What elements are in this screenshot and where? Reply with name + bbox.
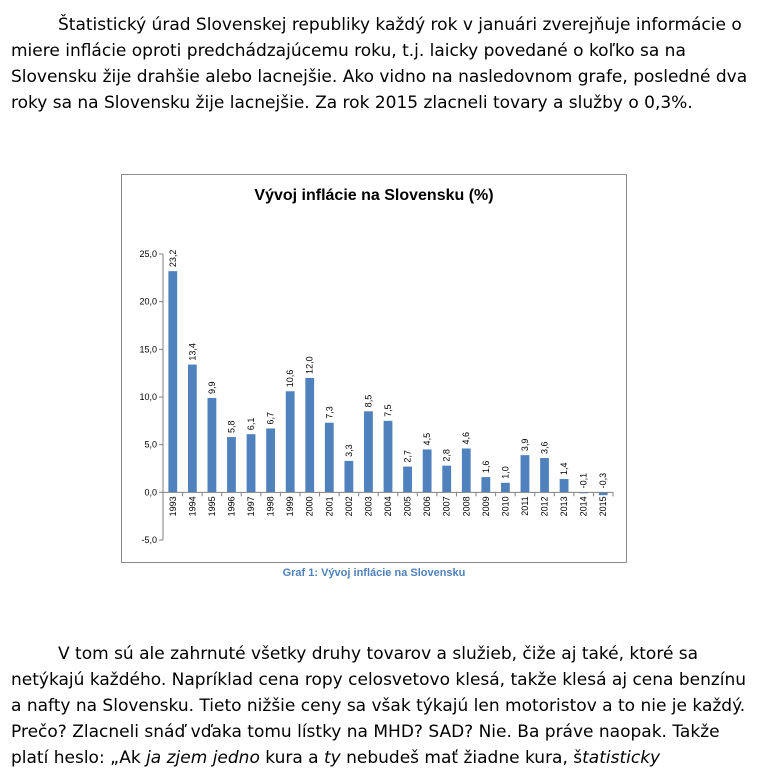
- bar: [560, 479, 569, 492]
- x-tick-label: 2007: [441, 496, 452, 517]
- data-label: 2,7: [402, 450, 413, 463]
- bar: [423, 449, 432, 492]
- data-label: -0,3: [598, 472, 609, 489]
- body-text-a: V tom sú ale zahrnuté všetky druhy tovarov a služieb, čiže aj také, ktoré sa netýkajú každého. Napríklad cena ropy celosvetovo klesá, takže klesá aj cena benzínu a nafty na Slovensku. Tieto nižšie ceny sa však týkajú len motoristov a to nie je každý. Prečo? Zlacneli snáď vďaka tomu lístky na MHD? SAD? Nie. Ba práve naopak. Takže platí heslo: „Ak: [11, 644, 747, 768]
- x-tick-label: 2009: [480, 496, 491, 517]
- chart-title: Vývoj inflácie na Slovensku (%): [254, 187, 494, 204]
- x-tick-label: 2001: [324, 496, 335, 517]
- data-label: 4,5: [422, 432, 433, 446]
- bar: [325, 423, 334, 493]
- bar: [540, 458, 549, 492]
- x-tick-label: 2010: [500, 496, 511, 517]
- x-tick-label: 2004: [383, 496, 393, 517]
- data-label: 4,6: [461, 431, 472, 445]
- data-label: 3,9: [519, 438, 530, 452]
- x-tick-label: 1999: [285, 496, 296, 517]
- y-tick-label: 0,0: [144, 487, 157, 498]
- data-label: 8,5: [363, 394, 374, 408]
- bar: [227, 437, 236, 492]
- body-text-italic-3: tatisticky: [582, 748, 661, 768]
- data-label: 6,1: [246, 417, 257, 431]
- x-tick-label: 1997: [246, 496, 257, 517]
- x-tick-label: 2005: [402, 496, 413, 517]
- x-tick-label: 1998: [265, 496, 276, 517]
- bar: [286, 391, 295, 492]
- y-tick-label: 25,0: [139, 249, 157, 259]
- bar: [168, 271, 177, 492]
- chart-caption: Graf 1: Vývoj inflácie na Slovensku: [282, 567, 466, 579]
- body-paragraph: [11, 641, 759, 771]
- data-label: 6,7: [265, 411, 276, 425]
- data-label: 23,2: [167, 249, 178, 268]
- y-tick-label: 5,0: [144, 439, 157, 450]
- x-tick-label: 1995: [206, 496, 217, 517]
- bar: [266, 428, 275, 492]
- bar: [481, 477, 490, 492]
- data-label: 10,6: [285, 369, 296, 388]
- x-tick-label: 1993: [167, 496, 178, 517]
- inflation-chart: [121, 174, 627, 563]
- x-tick-label: 2008: [461, 496, 472, 517]
- x-tick-label: 2012: [539, 496, 550, 517]
- data-label: 5,8: [226, 420, 237, 434]
- data-label: 7,5: [383, 404, 393, 417]
- data-label: -0,1: [578, 472, 589, 489]
- bar: [403, 467, 412, 493]
- bar: [501, 483, 510, 493]
- body-text-italic-1: ja zjem jedno: [146, 748, 260, 768]
- data-label: 3,3: [343, 444, 354, 457]
- chart-plot: [122, 175, 628, 564]
- body-text-c: kura a: [259, 748, 324, 768]
- data-label: 7,3: [324, 406, 335, 419]
- bar: [462, 448, 471, 492]
- x-tick-label: 2006: [422, 496, 433, 517]
- data-label: 3,6: [539, 441, 550, 455]
- bar: [364, 411, 373, 492]
- y-tick-label: -5,0: [141, 535, 157, 545]
- data-label: 1,6: [480, 460, 491, 474]
- bar: [188, 365, 197, 493]
- bar: [384, 421, 393, 493]
- body-text-e: nebudeš mať žiadne kura, š: [340, 748, 583, 768]
- x-tick-label: 2015: [598, 496, 609, 517]
- x-tick-label: 2011: [519, 496, 530, 516]
- x-tick-label: 1994: [187, 496, 198, 517]
- data-label: 1,0: [500, 466, 511, 479]
- data-label: 9,9: [206, 381, 217, 394]
- x-tick-label: 2013: [559, 496, 570, 517]
- y-tick-label: 20,0: [139, 296, 157, 307]
- intro-paragraph: Štatistický úrad Slovenskej republiky každý rok v januári zverejňuje informácie o miere inflácie oproti predchádzajúcemu roku, t.j. laicky povedané o koľko sa na Slovensku žije drahšie alebo lacnejšie. Ako vidno na nasledovnom grafe, posledné dva roky sa na Slovensku žije lacnejšie. Za rok 2015 zlacneli tovary a služby o 0,3%.: [11, 15, 748, 113]
- y-tick-label: 15,0: [139, 344, 157, 355]
- bar: [208, 398, 217, 492]
- x-tick-label: 2000: [304, 496, 315, 517]
- y-tick-label: 10,0: [139, 392, 157, 402]
- bar: [247, 434, 256, 492]
- body-text-italic-2: ty: [323, 748, 341, 768]
- bar: [344, 461, 353, 492]
- bar: [521, 455, 530, 492]
- data-label: 2,8: [441, 449, 452, 462]
- x-tick-label: 2003: [363, 496, 374, 517]
- data-label: 13,4: [187, 343, 198, 361]
- x-tick-label: 1996: [226, 496, 237, 517]
- bar: [305, 378, 314, 492]
- data-label: 12,0: [304, 356, 315, 374]
- data-label: 1,4: [559, 462, 570, 475]
- bar: [442, 466, 451, 493]
- x-tick-label: 2002: [343, 496, 354, 517]
- x-tick-label: 2014: [578, 496, 589, 517]
